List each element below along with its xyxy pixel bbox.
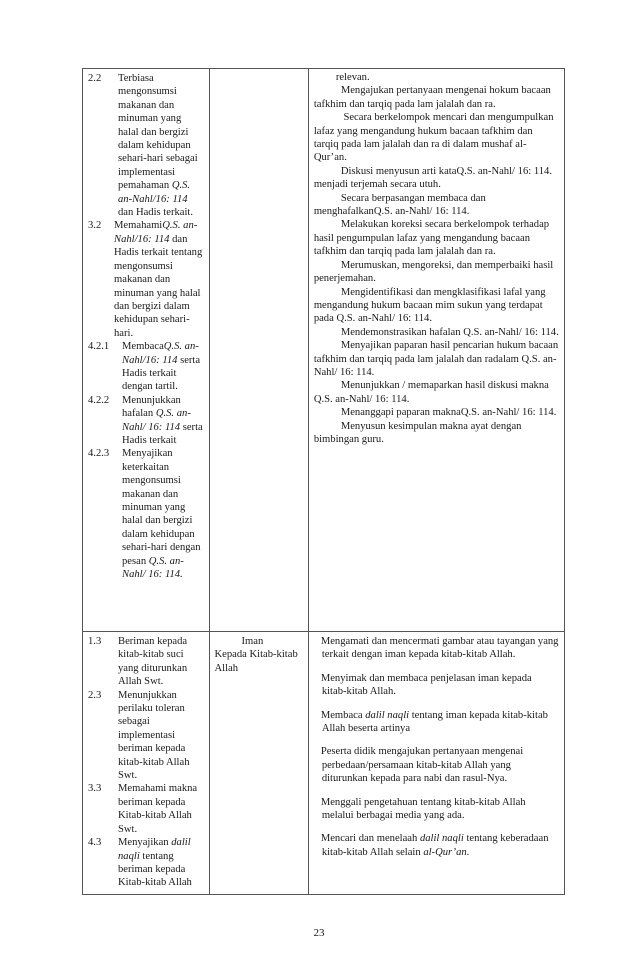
activity-item: Menyajikan paparan hasil pencarian hukum bacaan tafkhim dan tarqiq pada lam jalalah dan radalam Q.S. an-Nahl/ 16: 114. — [313, 340, 559, 378]
bullet-box-icon — [314, 259, 323, 269]
kd-item: 3.3 Memahami makna beriman kepada Kitab-kitab Allah Swt. — [88, 783, 198, 835]
kd-item: 3.2 MemahamiQ.S. an-Nahl/16: 114 dan Hadis terkait tentang mengonsumsi makanan dan minuman yang halal dan bergizi dalam kehidupan sehari-hari. — [88, 220, 203, 339]
syllabus-table — [82, 68, 565, 895]
page-number: 23 — [313, 927, 325, 939]
materi-title: Iman — [241, 636, 264, 647]
bullet-box-icon — [314, 111, 323, 121]
activity-item: Menanggapi paparan maknaQ.S. an-Nahl/ 16: 114. — [314, 406, 559, 419]
table-row — [83, 69, 565, 632]
bullet-box-icon — [314, 84, 323, 94]
activity-item: Menggali pengetahuan tentang kitab-kitab Allah melalui berbagai media yang ada. — [320, 796, 526, 822]
activity-item: Mencari dan menelaah dalil naqli tentang keberadaan kitab-kitab Allah selain al-Qur’an. — [320, 833, 549, 858]
activity-item: Mengidentifikasi dan mengklasifikasi lafal yang mengandung hukum bacaan mim sukun yang terdapat pada Q.S. an-Nahl/ 16: 114. — [313, 286, 546, 325]
activity-item: Secara berpasangan membaca dan menghafalkanQ.S. an-Nahl/ 16: 114. — [313, 192, 486, 218]
bullet-box-icon — [314, 218, 323, 228]
kd-item: 4.2.1 MembacaQ.S. an-Nahl/16: 114 serta Hadis terkait dengan tartil. — [88, 341, 201, 393]
activity-item: Menyusun kesimpulan makna ayat dengan bimbingan guru. — [313, 420, 522, 445]
activity-item: Melakukan koreksi secara berkelompok terhadap hasil pengumpulan lafaz yang mengandung bacaan tafkhim dan tarqiq pada lam jalalah dan ra. — [313, 219, 550, 258]
bullet-box-icon — [314, 379, 323, 389]
activity-item: relevan. — [335, 72, 370, 83]
activity-item: Mendemonstrasikan hafalan Q.S. an-Nahl/ 16: 114. — [314, 326, 559, 339]
activity-item: Membaca dalil naqli tentang iman kepada kitab-kitab Allah beserta artinya — [320, 709, 548, 735]
activity-item: Mengamati dan mencermati gambar atau tayangan yang terkait dengan iman kepada kitab-kitab Allah. — [320, 636, 559, 661]
kd-item: 2.2 Terbiasa mengonsumsi makanan dan minuman yang halal dan bergizi dalam kehidupan sehari-hari sebagai implementasi pemahaman Q.S. an-Nahl/16: 114 dan Hadis terkait. — [88, 73, 198, 219]
kd-item: 4.2.2 Menunjukkan hafalan Q.S. an-Nahl/ 16: 114 serta Hadis terkait — [88, 394, 203, 446]
kd-item: 2.3 Menunjukkan perilaku toleran sebagai implementasi beriman kepada kitab-kitab Allah Swt. — [88, 689, 190, 782]
activity-item: Diskusi menyusun arti kataQ.S. an-Nahl/ 16: 114. menjadi terjemah secara utuh. — [313, 165, 552, 191]
bullet-box-icon — [314, 165, 323, 175]
materi-cell — [209, 69, 308, 632]
kompetensi-dasar-cell — [83, 69, 210, 632]
bullet-box-icon — [314, 326, 323, 336]
kd-item: 4.3 Menyajikan dalil naqli tentang beriman kepada Kitab-kitab Allah — [88, 837, 192, 889]
activity-item: Menyimak dan membaca penjelasan iman kepada kitab-kitab Allah. — [320, 672, 532, 698]
kompetensi-dasar-cell — [83, 632, 210, 895]
kd-item: 4.2.3 Menyajikan keterkaitan mengonsumsi makanan dan minuman yang halal dan bergizi dalam kehidupan sehari-hari dengan pesan Q.S. an-Nahl/ 16: 114. — [88, 448, 201, 581]
bullet-box-icon — [314, 339, 323, 349]
activity-item: Mengajukan pertanyaan mengenai hokum bacaan tafkhim dan tarqiq pada lam jalalah dan ra. — [313, 85, 551, 110]
kd-item: 1.3 Beriman kepada kitab-kitab suci yang diturunkan Allah Swt. — [88, 636, 188, 688]
kegiatan-cell — [308, 632, 564, 895]
activity-item: Secara berkelompok mencari dan mengumpulkan lafaz yang mengandung hukum bacaan tafkhim dan tarqiq pada lam jalalah dan ra di dalam mushaf al-Qur’an. — [313, 112, 554, 164]
materi-text: Kepada Kitab-kitab Allah — [214, 649, 298, 674]
bullet-box-icon — [314, 286, 323, 296]
materi-cell — [209, 632, 308, 895]
bullet-box-icon — [314, 420, 323, 430]
bullet-box-icon — [215, 635, 224, 645]
table-row — [83, 632, 565, 895]
activity-item: Menunjukkan / memaparkan hasil diskusi makna Q.S. an-Nahl/ 16: 114. — [313, 380, 549, 405]
kegiatan-cell — [308, 69, 564, 632]
activity-item: Merumuskan, mengoreksi, dan memperbaiki hasil penerjemahan. — [313, 259, 554, 285]
bullet-box-icon — [314, 406, 323, 416]
activity-item: Peserta didik mengajukan pertanyaan mengenai perbedaan/persamaan kitab-kitab Allah yang diturunkan kepada para nabi dan rasul-Nya. — [320, 746, 524, 785]
bullet-box-icon — [314, 192, 323, 202]
